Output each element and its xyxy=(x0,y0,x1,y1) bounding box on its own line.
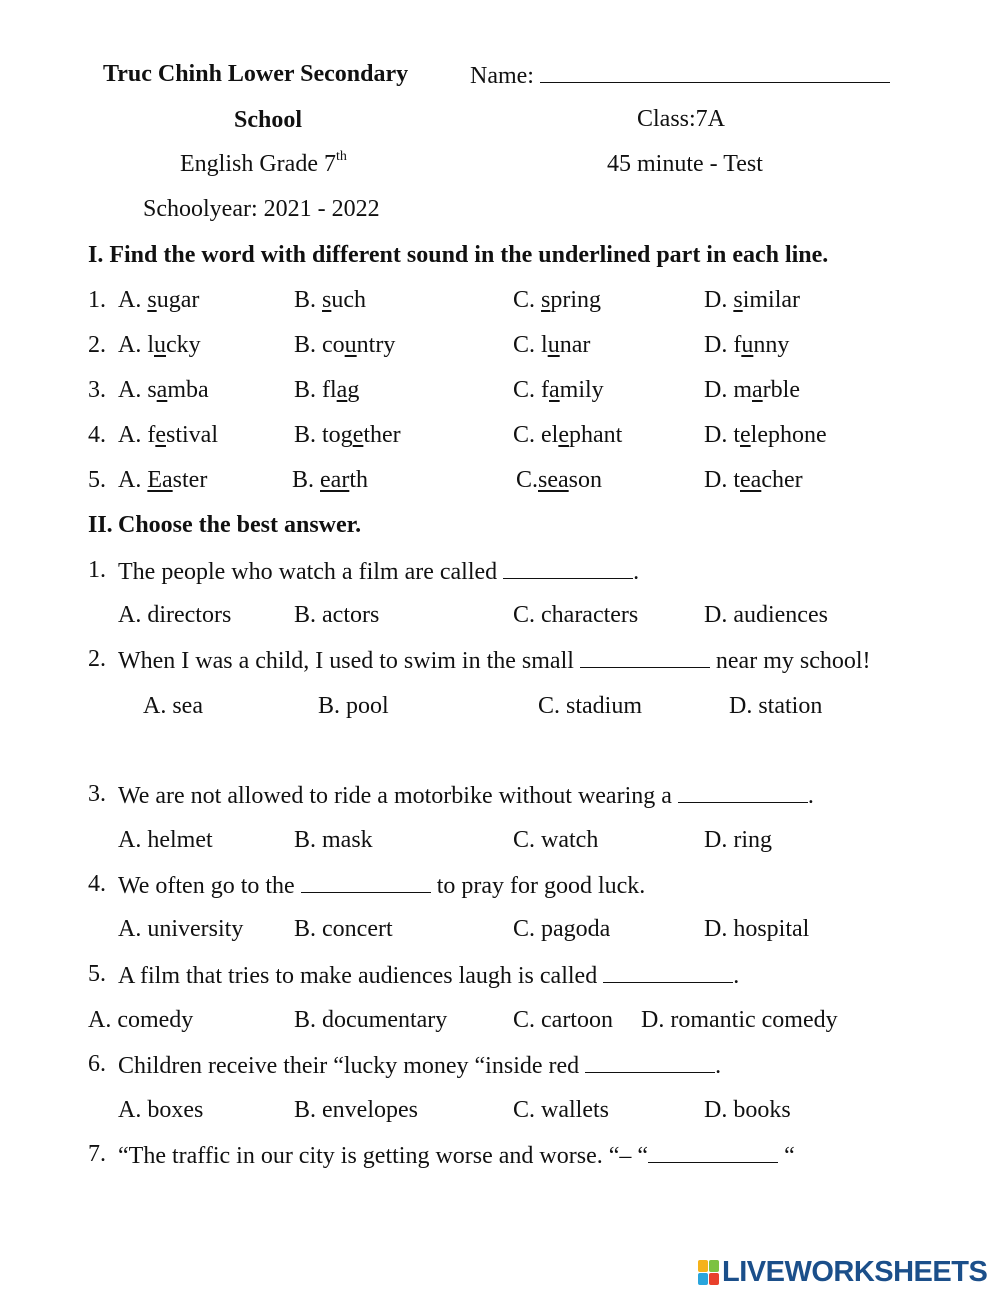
section-1-title: I. Find the word with different sound in the underlined part in each line. xyxy=(88,242,829,268)
answer-option[interactable]: D. hospital xyxy=(704,916,810,942)
subject-label: English Grade 7th xyxy=(180,149,347,177)
answer-option[interactable]: C. cartoon xyxy=(513,1007,613,1033)
answer-option[interactable]: C.season xyxy=(516,467,603,493)
answer-option[interactable]: D. station xyxy=(729,693,823,719)
class-label: Class:7A xyxy=(637,106,726,132)
test-type-label: 45 minute - Test xyxy=(607,151,763,177)
logo-square xyxy=(709,1260,719,1272)
answer-option[interactable]: A. sugar xyxy=(118,287,200,313)
answer-option[interactable]: D. marble xyxy=(704,377,800,403)
answer-option[interactable]: D. romantic comedy xyxy=(641,1007,838,1033)
name-field-label: Name: xyxy=(470,62,890,88)
liveworksheets-logo-icon xyxy=(698,1260,719,1285)
answer-option[interactable]: B. concert xyxy=(294,916,393,942)
answer-option[interactable]: C. elephant xyxy=(513,422,623,448)
question-number: 5. xyxy=(88,467,106,493)
answer-option[interactable]: B. country xyxy=(294,332,396,358)
answer-option[interactable]: A. boxes xyxy=(118,1097,204,1123)
question-text: The people who watch a film are called . xyxy=(118,559,640,585)
answer-option[interactable]: A. lucky xyxy=(118,332,201,358)
question-number: 6. xyxy=(88,1051,106,1077)
question-text: We often go to the to pray for good luck. xyxy=(118,873,646,899)
answer-blank[interactable] xyxy=(503,558,633,579)
question-text: We are not allowed to ride a motorbike without wearing a . xyxy=(118,783,814,809)
answer-option[interactable]: C. family xyxy=(513,377,604,403)
question-number: 5. xyxy=(88,961,106,987)
answer-blank[interactable] xyxy=(585,1052,715,1073)
answer-blank[interactable] xyxy=(678,782,808,803)
logo-square xyxy=(709,1273,719,1285)
answer-option[interactable]: C. lunar xyxy=(513,332,591,358)
answer-option[interactable]: B. documentary xyxy=(294,1007,448,1033)
answer-option[interactable]: A. samba xyxy=(118,377,209,403)
answer-option[interactable]: C. wallets xyxy=(513,1097,609,1123)
answer-blank[interactable] xyxy=(648,1142,778,1163)
question-number: 3. xyxy=(88,781,106,807)
question-text: “The traffic in our city is getting worse and worse. “– “ “ xyxy=(118,1143,795,1169)
answer-option[interactable]: D. similar xyxy=(704,287,801,313)
answer-option[interactable]: A. sea xyxy=(143,693,203,719)
answer-option[interactable]: A. Easter xyxy=(118,467,208,493)
answer-option[interactable]: D. ring xyxy=(704,827,772,853)
question-number: 2. xyxy=(88,646,106,672)
answer-option[interactable]: B. mask xyxy=(294,827,373,853)
logo-square xyxy=(698,1273,708,1285)
answer-option[interactable]: C. watch xyxy=(513,827,599,853)
answer-option[interactable]: B. pool xyxy=(318,693,389,719)
answer-option[interactable]: A. comedy xyxy=(88,1007,194,1033)
question-number: 4. xyxy=(88,871,106,897)
answer-option[interactable]: B. actors xyxy=(294,602,380,628)
question-text: When I was a child, I used to swim in the small near my school! xyxy=(118,648,871,674)
answer-option[interactable]: C. spring xyxy=(513,287,602,313)
question-number: 2. xyxy=(88,332,106,358)
question-text: Children receive their “lucky money “inside red . xyxy=(118,1053,722,1079)
school-name-continued: School xyxy=(234,107,303,133)
question-number: 1. xyxy=(88,287,106,313)
answer-option[interactable]: D. teacher xyxy=(704,467,803,493)
school-name: Truc Chinh Lower Secondary xyxy=(103,61,409,87)
liveworksheets-logo xyxy=(698,1256,987,1289)
answer-option[interactable]: C. stadium xyxy=(538,693,643,719)
answer-option[interactable]: C. pagoda xyxy=(513,916,611,942)
answer-blank[interactable] xyxy=(580,647,710,668)
answer-option[interactable]: B. together xyxy=(294,422,401,448)
question-number: 1. xyxy=(88,557,106,583)
answer-option[interactable]: C. characters xyxy=(513,602,639,628)
answer-option[interactable]: B. earth xyxy=(292,467,368,493)
answer-option[interactable]: A. university xyxy=(118,916,244,942)
schoolyear-label: Schoolyear: 2021 - 2022 xyxy=(143,196,380,222)
liveworksheets-logo-text: LIVEWORKSHEETS xyxy=(722,1256,988,1288)
name-blank[interactable] xyxy=(540,62,890,83)
answer-option[interactable]: B. envelopes xyxy=(294,1097,418,1123)
answer-option[interactable]: A. helmet xyxy=(118,827,213,853)
answer-option[interactable]: A. directors xyxy=(118,602,232,628)
section-2-title: Choose the best answer. xyxy=(118,512,362,538)
answer-blank[interactable] xyxy=(603,962,733,983)
answer-option[interactable]: D. telephone xyxy=(704,422,827,448)
section-2-number: II. xyxy=(88,512,113,538)
question-number: 3. xyxy=(88,377,106,403)
question-text: A film that tries to make audiences laugh is called . xyxy=(118,963,740,989)
answer-option[interactable]: D. audiences xyxy=(704,602,828,628)
logo-square xyxy=(698,1260,708,1272)
answer-option[interactable]: B. flag xyxy=(294,377,360,403)
question-number: 7. xyxy=(88,1141,106,1167)
question-number: 4. xyxy=(88,422,106,448)
answer-option[interactable]: D. books xyxy=(704,1097,791,1123)
answer-blank[interactable] xyxy=(301,872,431,893)
answer-option[interactable]: D. funny xyxy=(704,332,790,358)
answer-option[interactable]: B. such xyxy=(294,287,367,313)
answer-option[interactable]: A. festival xyxy=(118,422,218,448)
